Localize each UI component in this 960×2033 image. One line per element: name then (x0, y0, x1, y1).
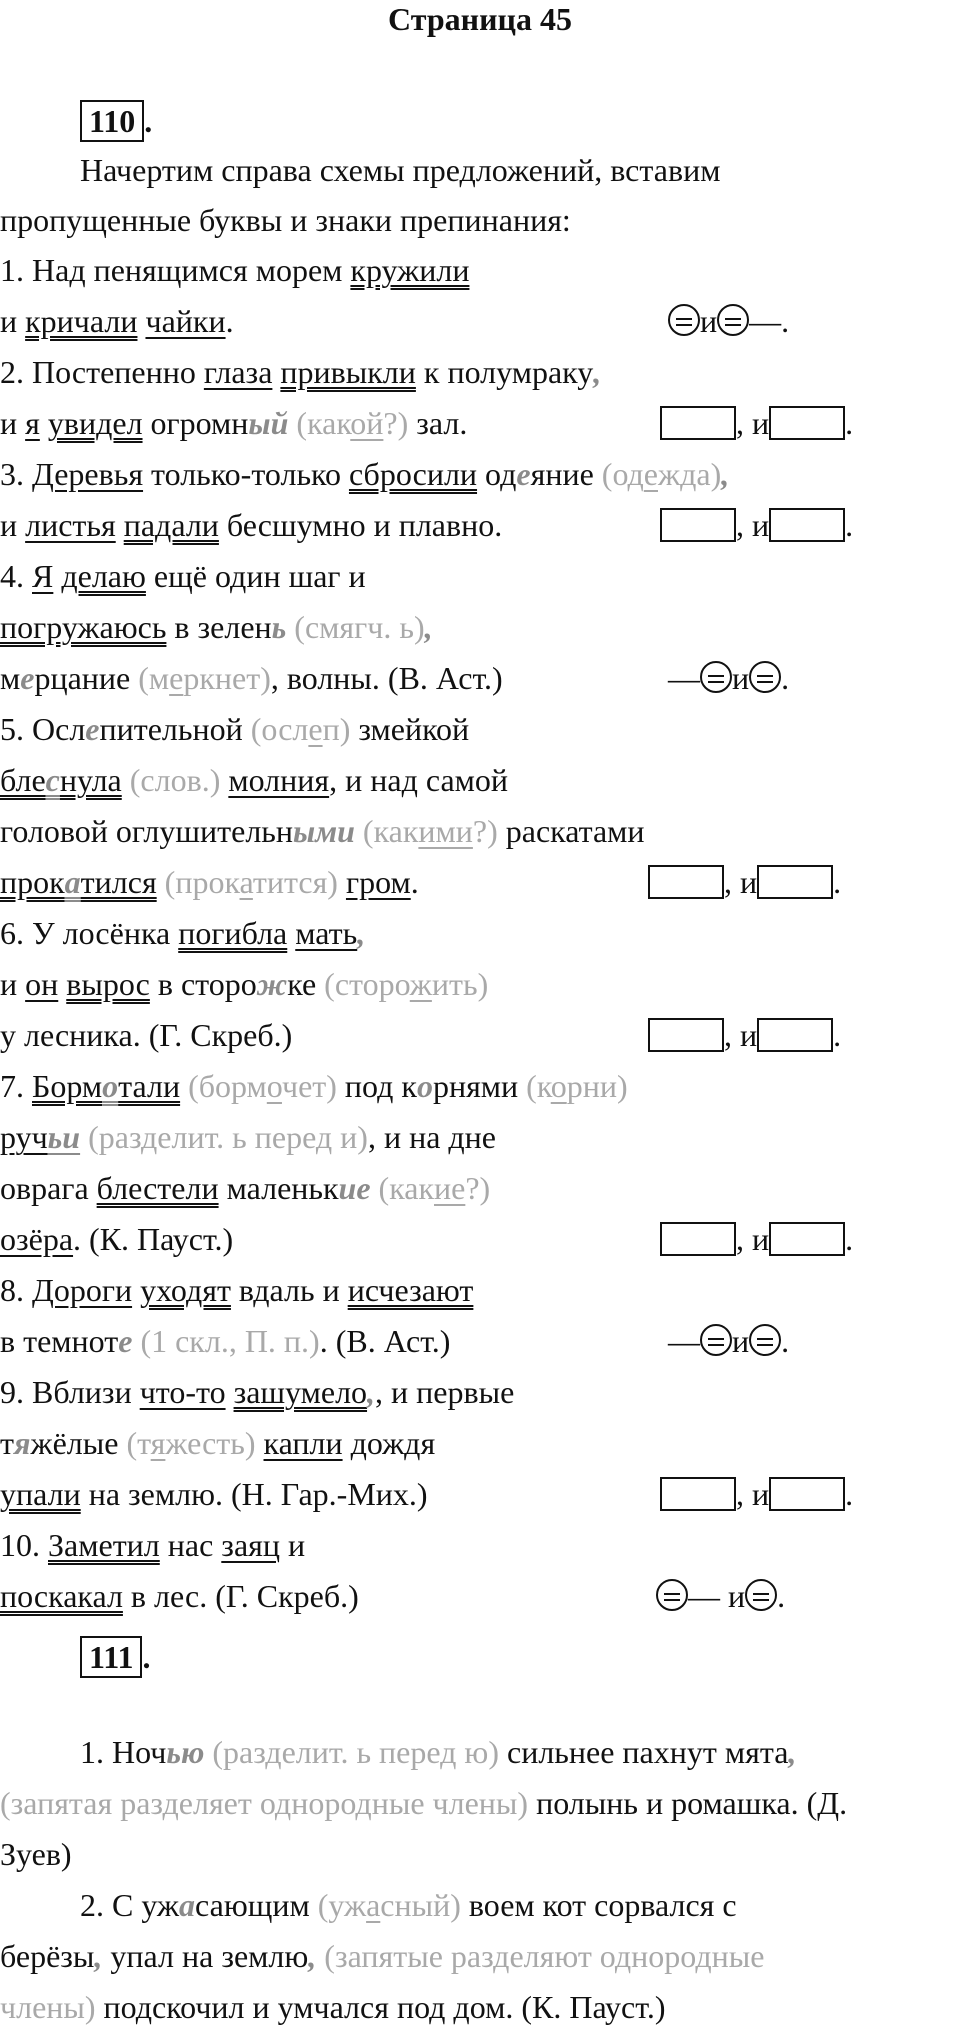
sentence-line: мерцание (меркнет), волны. (В. Аст.) (0, 660, 503, 696)
sentence-line: тяжёлые (тяжесть) капли дождя (0, 1425, 436, 1461)
sentence-line: 7. Бормотали (бормочет) под корнями (корни) (0, 1068, 628, 1104)
sentence-schema: , и . (660, 1219, 853, 1259)
sentence-line: 2. Постепенно глаза привыкли к полумраку, (0, 354, 602, 390)
sentence-line: озёра. (К. Пауст.) (0, 1221, 234, 1257)
sentence-line: и он вырос в сторожке (сторожить) (0, 966, 489, 1002)
sentence-line: 8. Дороги уходят вдаль и исчезают (0, 1272, 474, 1308)
sentence-line: ручьи (разделит. ь перед и), и на дне (0, 1119, 496, 1155)
sentence-schema: , и . (648, 1015, 841, 1055)
predicate-circle (717, 304, 749, 336)
paragraph-line: 2. С ужасающим (ужасный) воем кот сорвался с (80, 1887, 737, 1923)
sentence-line: упали на землю. (Н. Гар.-Мих.) (0, 1476, 428, 1512)
sentence-schema: — и . (656, 1576, 785, 1616)
sentence-line: 4. Я делаю ещё один шаг и (0, 558, 366, 594)
sentence-line: 1. Над пенящимся морем кружили (0, 252, 470, 288)
paragraph-line: члены) подскочил и умчался под дом. (К. Пауст.) (0, 1989, 666, 2025)
intro-line: пропущенные буквы и знаки препинания: (0, 202, 571, 238)
sentence-line: 3. Деревья только-только сбросили одеяние (одежда), (0, 456, 730, 492)
sentence-line: и кричали чайки. (0, 303, 234, 339)
sentence-line: 5. Ослепительной (ослеп) змейкой (0, 711, 470, 747)
sentence-schema: , и . (660, 1474, 853, 1514)
sentence-line: блеснула (слов.) молния, и над самой (0, 762, 509, 798)
paragraph-line: Зуев) (0, 1836, 72, 1872)
sentence-schema: , и . (648, 862, 841, 902)
exercise-number: 110 . (80, 100, 152, 142)
sentence-line: поскакал в лес. (Г. Скреб.) (0, 1578, 359, 1614)
sentence-line: и я увидел огромный (какой?) зал. (0, 405, 468, 441)
exercise-number: 111 . (80, 1636, 150, 1678)
sentence-line: 6. У лосёнка погибла мать, (0, 915, 366, 951)
sentence-line: прокатился (прокатится) гром. (0, 864, 419, 900)
sentence-line: в темноте (1 скл., П. п.). (В. Аст.) (0, 1323, 451, 1359)
sentence-line: погружаюсь в зелень (смягч. ь), (0, 609, 433, 645)
sentence-line: 10. Заметил нас заяц и (0, 1527, 306, 1563)
sentence-line: головой оглушительными (какими?) раскатами (0, 813, 645, 849)
intro-line: Начертим справа схемы предложений, вставим (80, 152, 721, 188)
page-title: Страница 45 (388, 1, 572, 37)
sentence-schema: и —. (668, 301, 789, 341)
predicate-circle (668, 304, 700, 336)
sentence-line: и листья падали бесшумно и плавно. (0, 507, 503, 543)
sentence-schema: , и . (660, 403, 853, 443)
paragraph-line: (запятая разделяет однородные члены) полынь и ромашка. (Д. (0, 1785, 848, 1821)
sentence-schema: , и . (660, 505, 853, 545)
sentence-line: у лесника. (Г. Скреб.) (0, 1017, 293, 1053)
paragraph-line: берёзы, упал на землю, (запятые разделяют однородные (0, 1938, 765, 1974)
paragraph-line: 1. Ночью (разделит. ь перед ю) сильнее пахнут мята, (80, 1734, 797, 1770)
sentence-schema: — и . (668, 660, 790, 696)
sentence-schema: — и . (668, 1323, 790, 1359)
sentence-line: 9. Вблизи что-то зашумело,, и первые (0, 1374, 515, 1410)
sentence-line: оврага блестели маленькие (какие?) (0, 1170, 491, 1206)
